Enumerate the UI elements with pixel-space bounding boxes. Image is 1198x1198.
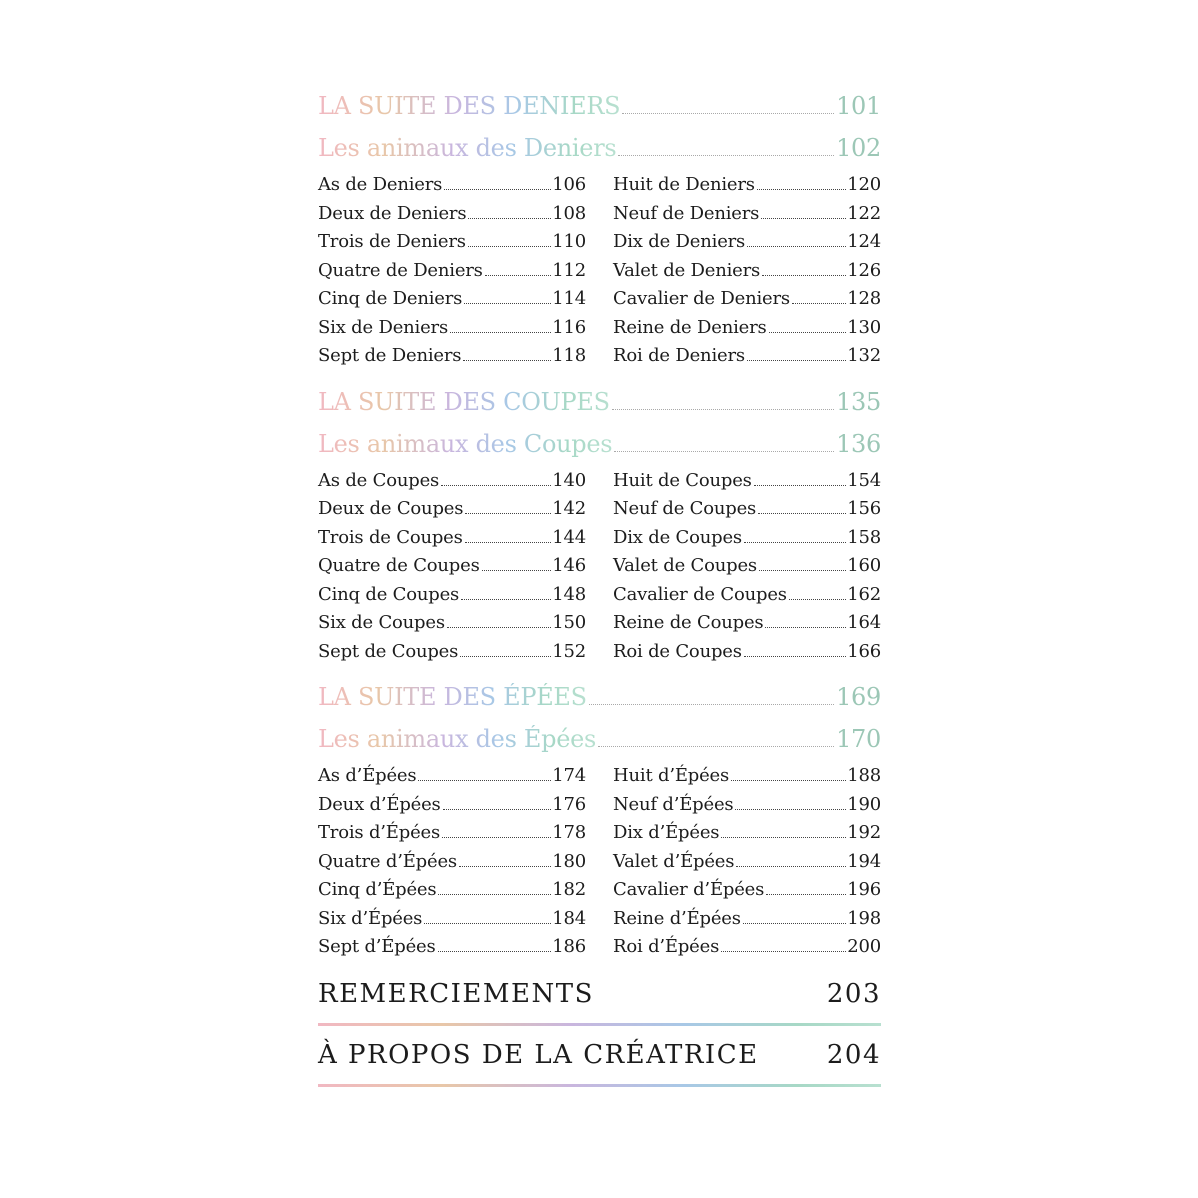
entry-page: 174 <box>552 765 586 786</box>
entry-page: 142 <box>552 498 586 519</box>
toc-entry[interactable] <box>613 822 881 851</box>
dot-leader <box>618 155 834 156</box>
dot-leader <box>758 513 846 514</box>
card-column-left <box>318 470 586 670</box>
entry-label: Cinq de Coupes <box>318 583 460 605</box>
toc-entry[interactable] <box>613 345 881 374</box>
dot-leader <box>424 923 551 924</box>
toc-entry[interactable] <box>613 498 881 527</box>
toc-entry[interactable] <box>613 555 881 584</box>
dot-leader <box>468 246 551 247</box>
dot-leader <box>759 570 846 571</box>
toc-entry[interactable] <box>318 498 586 527</box>
entry-label: Huit de Coupes <box>613 469 752 491</box>
entry-label: Huit de Deniers <box>613 174 755 195</box>
toc-entry[interactable] <box>613 879 881 908</box>
entry-page: 144 <box>552 526 586 548</box>
entry-label: Reine d’Épées <box>613 907 741 929</box>
suite-page: 135 <box>836 387 881 416</box>
suite-title: LA SUITE DES ÉPÉES <box>318 683 587 711</box>
entry-label: Six de Coupes <box>318 612 445 633</box>
entry-label: As de Deniers <box>318 174 443 195</box>
entry-label: Sept de Deniers <box>318 345 462 366</box>
entry-page: 140 <box>552 469 586 491</box>
entry-label: Quatre de Deniers <box>318 259 483 281</box>
dot-leader <box>465 542 552 543</box>
entry-label: Roi d’Épées <box>613 936 720 957</box>
toc-entry[interactable] <box>318 879 586 908</box>
dot-leader <box>747 360 846 361</box>
toc-entry[interactable] <box>613 317 881 346</box>
dot-leader <box>757 189 846 190</box>
entry-page: 162 <box>847 583 881 605</box>
entry-label: Valet de Deniers <box>613 259 761 281</box>
dot-leader <box>747 246 846 247</box>
animaux-title: Les animaux des Deniers <box>318 134 617 162</box>
toc-entry[interactable] <box>318 260 586 289</box>
remerciements-page: 203 <box>826 978 881 1009</box>
entry-page: 186 <box>552 936 586 957</box>
dot-leader <box>485 275 552 276</box>
spacer <box>318 374 881 388</box>
dot-leader <box>463 360 551 361</box>
entry-page: 118 <box>552 345 586 366</box>
section-coupes <box>318 388 881 670</box>
entry-label: Cavalier de Coupes <box>613 583 787 605</box>
dot-leader <box>744 656 846 657</box>
dot-leader <box>622 113 834 114</box>
entry-page: 194 <box>847 850 881 872</box>
entry-label: Trois de Coupes <box>318 526 463 548</box>
entry-page: 176 <box>552 793 586 815</box>
suite-heading[interactable] <box>318 92 881 126</box>
toc-entry[interactable] <box>318 231 586 260</box>
toc-entry[interactable] <box>613 231 881 260</box>
toc-entry[interactable] <box>318 936 586 965</box>
entry-label: Quatre d’Épées <box>318 850 457 872</box>
section-epees <box>318 683 881 965</box>
suite-heading[interactable] <box>318 683 881 717</box>
card-list <box>318 470 881 670</box>
entry-page: 108 <box>552 202 586 224</box>
apropos-page: 204 <box>826 1039 881 1070</box>
entry-page: 132 <box>847 345 881 366</box>
card-column-left <box>318 765 586 965</box>
entry-label: Six d’Épées <box>318 907 423 929</box>
toc-entry[interactable] <box>613 470 881 499</box>
toc-entry[interactable] <box>318 908 586 937</box>
entry-page: 126 <box>847 259 881 281</box>
dot-leader <box>769 332 847 333</box>
animaux-heading[interactable] <box>318 430 881 464</box>
animaux-heading[interactable] <box>318 134 881 168</box>
card-list <box>318 174 881 374</box>
entry-label: Valet d’Épées <box>613 850 735 872</box>
entry-page: 122 <box>847 202 881 224</box>
entry-page: 106 <box>552 174 586 195</box>
dot-leader <box>464 303 551 304</box>
dot-leader <box>468 218 551 219</box>
entry-label: Six de Deniers <box>318 316 448 338</box>
toc-entry[interactable] <box>318 641 586 670</box>
entry-page: 178 <box>552 822 586 843</box>
entry-label: Neuf d’Épées <box>613 793 734 815</box>
dot-leader <box>459 866 551 867</box>
dot-leader <box>765 627 846 628</box>
dot-leader <box>743 923 846 924</box>
entry-label: Valet de Coupes <box>613 555 757 576</box>
animaux-title: Les animaux des Épées <box>318 725 597 753</box>
toc-entry[interactable] <box>613 765 881 794</box>
entry-page: 130 <box>847 316 881 338</box>
entry-label: Cavalier de Deniers <box>613 288 790 309</box>
card-column-right <box>613 765 881 965</box>
entry-page: 116 <box>552 316 586 338</box>
suite-heading[interactable] <box>318 388 881 422</box>
dot-leader <box>589 704 834 705</box>
toc-apropos[interactable] <box>318 1040 881 1084</box>
entry-page: 128 <box>847 288 881 309</box>
card-column-right <box>613 470 881 670</box>
entry-label: Neuf de Coupes <box>613 498 757 519</box>
entry-label: Sept de Coupes <box>318 640 459 662</box>
dot-leader <box>766 894 846 895</box>
dot-leader <box>762 275 846 276</box>
animaux-page: 170 <box>836 725 881 753</box>
section-deniers <box>318 92 881 374</box>
toc-entry[interactable] <box>318 794 586 823</box>
entry-page: 164 <box>847 612 881 633</box>
dot-leader <box>721 951 846 952</box>
toc-entry[interactable] <box>318 470 586 499</box>
toc-entry[interactable] <box>318 174 586 203</box>
dot-leader <box>465 513 551 514</box>
dot-leader <box>443 809 552 810</box>
dot-leader <box>461 599 551 600</box>
dot-leader <box>460 656 551 657</box>
entry-page: 182 <box>552 879 586 900</box>
entry-label: Dix d’Épées <box>613 822 720 843</box>
toc-entry[interactable] <box>613 260 881 289</box>
toc-remerciements[interactable] <box>318 979 881 1023</box>
toc-entry[interactable] <box>318 555 586 584</box>
toc-entry[interactable] <box>318 317 586 346</box>
entry-label: As de Coupes <box>318 469 440 491</box>
entry-label: Quatre de Coupes <box>318 555 480 576</box>
dot-leader <box>418 780 551 781</box>
suite-page: 169 <box>836 683 881 711</box>
dot-leader <box>442 837 551 838</box>
entry-page: 180 <box>552 850 586 872</box>
entry-label: Cavalier d’Épées <box>613 879 765 900</box>
entry-label: Trois de Deniers <box>318 231 466 252</box>
toc-entry[interactable] <box>613 203 881 232</box>
suite-page: 101 <box>836 92 881 120</box>
dot-leader <box>735 809 846 810</box>
entry-label: Reine de Coupes <box>613 612 764 633</box>
entry-page: 196 <box>847 879 881 900</box>
entry-page: 200 <box>847 936 881 957</box>
dot-leader <box>447 627 551 628</box>
toc-entry[interactable] <box>613 908 881 937</box>
toc-entry[interactable] <box>318 345 586 374</box>
entry-label: Cinq de Deniers <box>318 288 463 309</box>
entry-page: 166 <box>847 640 881 662</box>
gradient-rule <box>318 1084 881 1087</box>
entry-label: Neuf de Deniers <box>613 202 760 224</box>
entry-label: Cinq d’Épées <box>318 879 437 900</box>
dot-leader <box>441 485 551 486</box>
table-of-contents <box>318 92 881 1087</box>
entry-page: 112 <box>552 259 586 281</box>
dot-leader <box>612 409 834 410</box>
toc-entry[interactable] <box>613 174 881 203</box>
dot-leader <box>614 451 834 452</box>
card-column-left <box>318 174 586 374</box>
entry-page: 150 <box>552 612 586 633</box>
toc-entry[interactable] <box>318 527 586 556</box>
entry-label: Reine de Deniers <box>613 316 767 338</box>
entry-page: 156 <box>847 498 881 519</box>
toc-entry[interactable] <box>613 794 881 823</box>
toc-entry[interactable] <box>318 612 586 641</box>
toc-entry[interactable] <box>318 822 586 851</box>
toc-entry[interactable] <box>613 584 881 613</box>
entry-page: 154 <box>847 469 881 491</box>
entry-page: 124 <box>847 231 881 252</box>
animaux-page: 136 <box>836 429 881 458</box>
suite-title: LA SUITE DES COUPES <box>318 387 610 416</box>
entry-page: 120 <box>847 174 881 195</box>
dot-leader <box>754 485 847 486</box>
gradient-rule <box>318 1023 881 1026</box>
toc-entry[interactable] <box>318 584 586 613</box>
suite-title: LA SUITE DES DENIERS <box>318 92 621 120</box>
toc-entry[interactable] <box>318 765 586 794</box>
entry-label: Deux d’Épées <box>318 793 441 815</box>
entry-page: 188 <box>847 765 881 786</box>
toc-entry[interactable] <box>613 936 881 965</box>
entry-page: 160 <box>847 555 881 576</box>
animaux-heading[interactable] <box>318 725 881 759</box>
entry-page: 152 <box>552 640 586 662</box>
toc-entry[interactable] <box>613 288 881 317</box>
toc-entry[interactable] <box>613 612 881 641</box>
dot-leader <box>744 542 846 543</box>
animaux-page: 102 <box>836 134 881 162</box>
dot-leader <box>721 837 846 838</box>
toc-entry[interactable] <box>318 203 586 232</box>
dot-leader <box>450 332 551 333</box>
entry-label: Roi de Deniers <box>613 345 745 366</box>
entry-page: 114 <box>552 288 586 309</box>
remerciements-title: REMERCIEMENTS <box>318 978 594 1009</box>
entry-page: 110 <box>552 231 586 252</box>
toc-entry[interactable] <box>613 641 881 670</box>
entry-label: As d’Épées <box>318 765 417 786</box>
entry-label: Huit d’Épées <box>613 765 730 786</box>
card-column-right <box>613 174 881 374</box>
toc-entry[interactable] <box>613 527 881 556</box>
spacer <box>318 669 881 683</box>
dot-leader <box>482 570 552 571</box>
toc-entry[interactable] <box>318 288 586 317</box>
entry-label: Dix de Deniers <box>613 231 746 252</box>
entry-page: 190 <box>847 793 881 815</box>
entry-label: Deux de Deniers <box>318 202 467 224</box>
dot-leader <box>731 780 846 781</box>
entry-label: Trois d’Épées <box>318 822 441 843</box>
dot-leader <box>444 189 551 190</box>
dot-leader <box>789 599 846 600</box>
card-list <box>318 765 881 965</box>
animaux-title: Les animaux des Coupes <box>318 429 613 458</box>
entry-page: 148 <box>552 583 586 605</box>
entry-label: Sept d’Épées <box>318 936 436 957</box>
entry-label: Dix de Coupes <box>613 526 742 548</box>
entry-page: 184 <box>552 907 586 929</box>
entry-page: 192 <box>847 822 881 843</box>
dot-leader <box>438 894 551 895</box>
entry-page: 158 <box>847 526 881 548</box>
entry-page: 198 <box>847 907 881 929</box>
dot-leader <box>598 746 834 747</box>
entry-page: 146 <box>552 555 586 576</box>
toc-entry[interactable] <box>613 851 881 880</box>
dot-leader <box>438 951 552 952</box>
entry-label: Roi de Coupes <box>613 640 742 662</box>
dot-leader <box>736 866 846 867</box>
toc-entry[interactable] <box>318 851 586 880</box>
dot-leader <box>761 218 846 219</box>
entry-label: Deux de Coupes <box>318 498 464 519</box>
dot-leader <box>792 303 846 304</box>
apropos-title: À PROPOS DE LA CRÉATRICE <box>318 1039 759 1070</box>
